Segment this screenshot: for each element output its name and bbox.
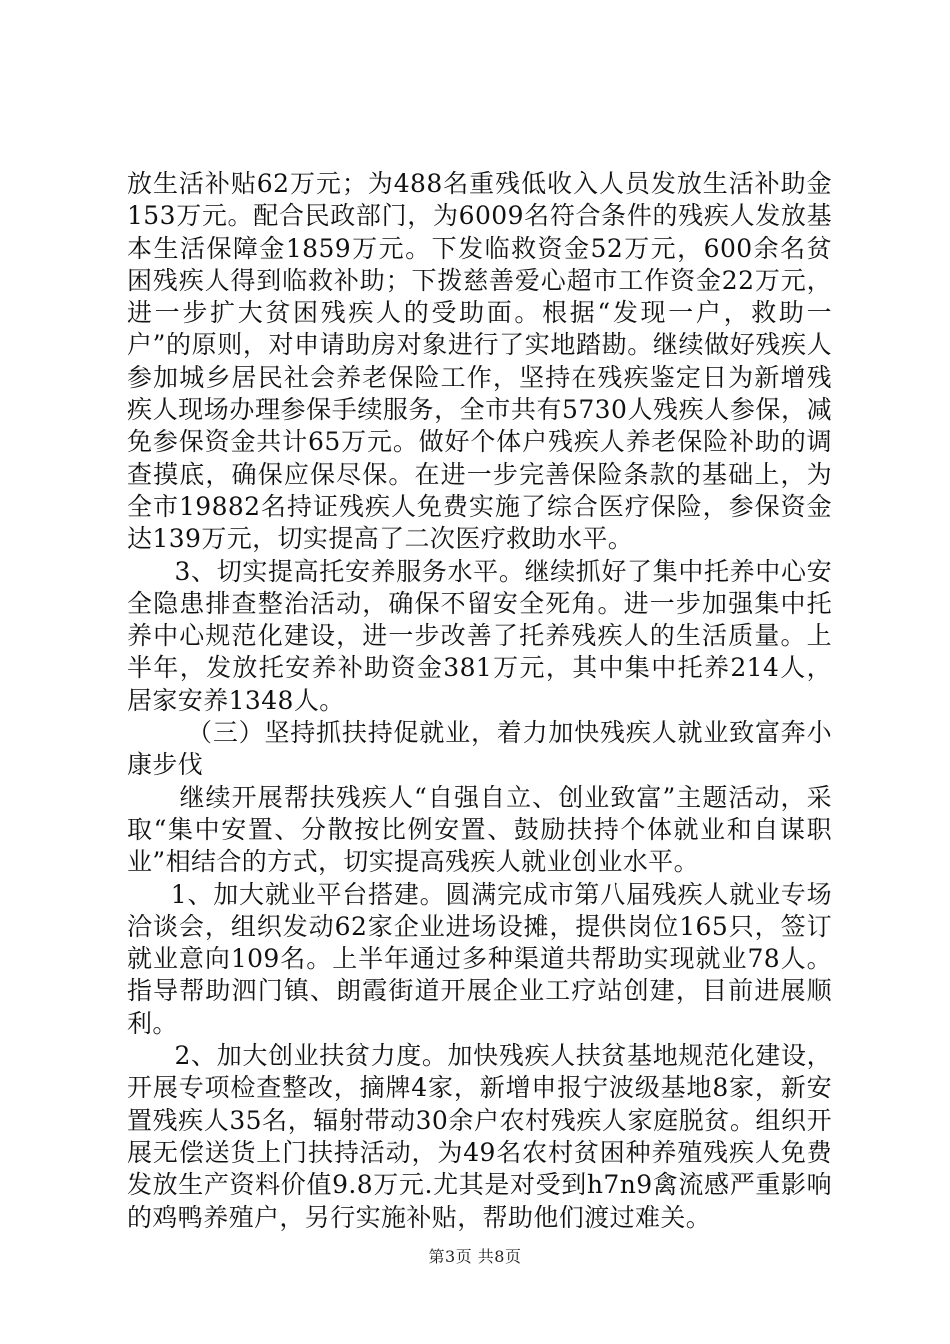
paragraph-subsidies: 放生活补贴62万元；为488名重残低收入人员发放生活补助金153万元。配合民政部门，为6009名符合条件的残疾人发放基本生活保障金1859万元。下发临救资金52万元，600余名贫困残疾人得到临救补助；下拨慈善爱心超市工作资金22万元，进一步扩大贫困残疾人的受助面。根据“发现一户，救助一户”的原则，对申请助房对象进行了实地踏勘。继续做好残疾人参加城乡居民社会养老保险工作，坚持在残疾鉴定日为新增残疾人现场办理参保手续服务，全市共有5730人残疾人参保，减免参保资金共计65万元。做好个体户残疾人养老保险补助的调查摸底，确保应保尽保。在进一步完善保险条款的基础上，为全市19882名持证残疾人免费实施了综合医疗保险，参保资金达139万元，切实提高了二次医疗救助水平。: [127, 169, 832, 554]
paragraph-care-services: 3、切实提高托安养服务水平。继续抓好了集中托养中心安全隐患排查整治活动，确保不留安全死角。进一步加强集中托养中心规范化建设，进一步改善了托养残疾人的生活质量。上半年，发放托安养补助资金381万元，其中集中托养214人，居家安养1348人。: [127, 556, 832, 715]
document-body: [127, 168, 832, 1234]
paragraph-employment-intro: 继续开展帮扶残疾人“自强自立、创业致富”主题活动，采取“集中安置、分散按比例安置、鼓励扶持个体就业和自谋职业”相结合的方式，切实提高残疾人就业创业水平。: [127, 782, 832, 877]
paragraph-poverty-relief: 2、加大创业扶贫力度。加快残疾人扶贫基地规范化建设，开展专项检查整改，摘牌4家，新增申报宁波级基地8家，新安置残疾人35名，辐射带动30余户农村残疾人家庭脱贫。组织开展无偿送货上门扶持活动，为49名农村贫困种养殖残疾人免费发放生产资料价值9.8万元.尤其是对受到h7n9禽流感严重影响的鸡鸭养殖户，另行实施补贴，帮助他们渡过难关。: [127, 1041, 832, 1232]
page-number-footer: 第3页 共8页: [428, 1247, 522, 1266]
section-heading-employment: （三）坚持抓扶持促就业，着力加快残疾人就业致富奔小康步伐: [127, 718, 832, 780]
paragraph-employment-platform: 1、加大就业平台搭建。圆满完成市第八届残疾人就业专场洽谈会，组织发动62家企业进场设摊，提供岗位165只，签订就业意向109名。上半年通过多种渠道共帮助实现就业78人。指导帮助泗门镇、朗霞街道开展企业工疗站创建，目前进展顺利。: [127, 879, 832, 1038]
